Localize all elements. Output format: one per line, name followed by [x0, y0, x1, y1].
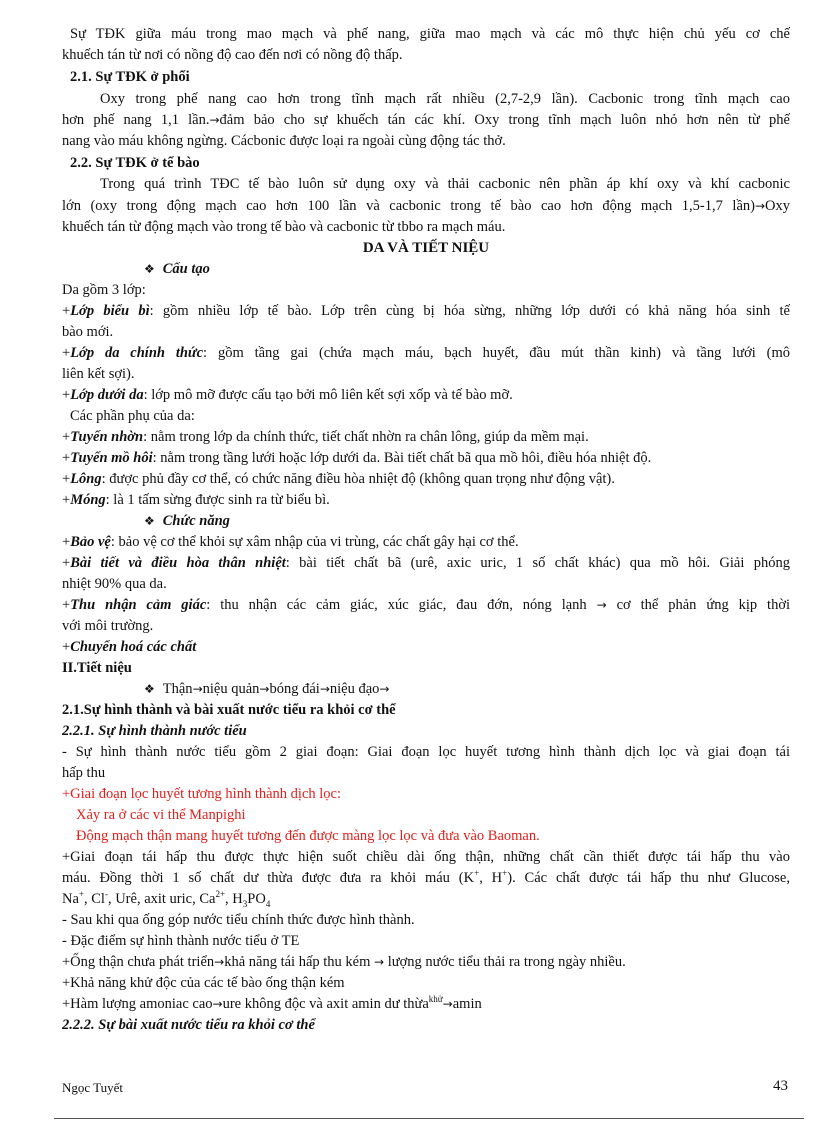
term-label: Chuyển hoá các chất: [70, 639, 197, 655]
text-span: PO: [247, 891, 266, 907]
text-span: khả năng tái hấp thu kém: [224, 954, 371, 970]
paragraph-line: Oxy trong phế nang cao hơn trong tĩnh mạch rất nhiều (2,7-2,9 lần). Cacbonic trong tĩnh mạch cao: [100, 91, 790, 107]
paragraph-line: [62, 343, 790, 364]
subsection-heading: [144, 259, 790, 280]
paragraph-line: [62, 889, 790, 910]
text-span: lớn (oxy trong động mạch cao hơn 100 lần và cacbonic trong tế bào cao hơn động mạch 1,5-1,7 lần): [62, 198, 755, 214]
plus-bullet: +: [62, 429, 71, 445]
plus-bullet: +: [62, 387, 71, 403]
subscript: 3: [242, 898, 248, 909]
paragraph-line: [62, 553, 790, 574]
superscript: -: [104, 889, 108, 900]
text-span: Na: [62, 891, 79, 907]
highlighted-line: Động mạch thận mang huyết tương đến được màng lọc lọc và đưa vào Baoman.: [76, 828, 540, 844]
flow-step: bóng đái: [269, 681, 320, 697]
page-number: 43: [773, 1078, 788, 1094]
paragraph-line: +Khả năng khử độc của các tế bào ống thận kém: [62, 975, 345, 991]
paragraph-line: [62, 427, 790, 448]
text-span: : được phủ đầy cơ thể, có chức năng điều hòa nhiệt độ (không quan trọng như động vật).: [101, 471, 615, 487]
text-span: cơ thể phản ứng kịp thời: [616, 597, 790, 613]
superscript: +: [502, 868, 508, 879]
text-span: , Urê, axit uric, Ca: [107, 891, 216, 907]
chapter-title: DA VÀ TIẾT NIỆU: [362, 240, 490, 256]
plus-bullet: +: [62, 450, 71, 466]
paragraph-line: [62, 490, 790, 511]
paragraph-line: +Giai đoạn tái hấp thu được thực hiện suốt chiều dài ống thận, những chất cần thiết được tái hấp thu vào: [62, 849, 790, 865]
paragraph-line: [62, 994, 790, 1015]
diamond-bullet-icon: ❖: [144, 682, 155, 696]
paragraph-line: nang vào máu không ngừng. Cácbonic được loại ra ngoài cùng động tác thở.: [62, 133, 506, 149]
subsection-heading: 2.2.1. Sự hình thành nước tiểu: [62, 723, 247, 739]
text-span: amin: [452, 996, 482, 1012]
flow-step: Thận: [162, 681, 193, 697]
text-span: Cấu tạo: [162, 261, 210, 277]
term-label: Bảo vệ: [70, 534, 111, 550]
subsection-heading: 2.2.2. Sự bài xuất nước tiểu ra khỏi cơ thể: [62, 1017, 315, 1033]
term-label: Thu nhận cảm giác: [70, 597, 207, 613]
paragraph-line: liên kết sợi).: [62, 366, 135, 382]
text-span: : bảo vệ cơ thể khỏi sự xâm nhập của vi trùng, các chất gây hại cơ thể.: [110, 534, 519, 550]
subscript: 4: [265, 898, 271, 909]
text-span: +Hàm lượng amoniac cao: [62, 996, 213, 1012]
text-span: ). Các chất được tái hấp thu như Glucose,: [507, 870, 790, 886]
text-span: +Ống thận chưa phát triển: [62, 954, 215, 970]
text-span: : là 1 tấm sừng được sinh ra từ biểu bì.: [105, 492, 330, 508]
section-heading: II.Tiết niệu: [62, 660, 132, 676]
arrow-icon: →: [374, 955, 385, 969]
paragraph-line: [62, 448, 790, 469]
superscript: khử: [428, 994, 443, 1005]
paragraph-line: - Sau khi qua ống góp nước tiểu chính thức được hình thành.: [62, 912, 415, 928]
text-span: Oxy: [765, 198, 790, 214]
paragraph-line: khuếch tán từ nơi có nồng độ cao đến nơi có nồng độ thấp.: [62, 47, 403, 63]
paragraph-line: với môi trường.: [62, 618, 154, 634]
paragraph-line: - Đặc điểm sự hình thành nước tiểu ở TE: [62, 933, 300, 949]
paragraph-line: [62, 301, 790, 322]
paragraph-line: [62, 952, 790, 973]
paragraph-line: [62, 868, 790, 889]
plus-bullet: +: [62, 303, 71, 319]
text-span: : lớp mô mỡ được cấu tạo bởi mô liên kết sợi xốp và tế bào mỡ.: [143, 387, 513, 403]
flow-step: niệu quản: [202, 681, 260, 697]
arrow-icon: →: [754, 199, 766, 213]
term-label: Lông: [70, 471, 102, 487]
text-span: ure không độc và axit amin dư thừa: [222, 996, 429, 1012]
plus-bullet: +: [62, 534, 71, 550]
text-span: lượng nước tiểu thải ra trong ngày nhiều.: [387, 954, 626, 970]
paragraph-line: khuếch tán từ động mạch vào trong tế bào và cacbonic từ tbbo ra mạch máu.: [62, 219, 506, 235]
text-span: , H: [225, 891, 243, 907]
highlighted-line: Xảy ra ở các vi thể Manpighi: [76, 807, 246, 823]
text-span: , H: [479, 870, 503, 886]
arrow-icon: →: [259, 682, 270, 696]
plus-bullet: +: [62, 639, 71, 655]
paragraph-line: bào mới.: [62, 324, 114, 340]
text-span: đảm bảo cho sự khuếch tán các khí. Oxy trong tĩnh mạch luôn nhỏ hơn nên từ phế: [219, 112, 790, 128]
plus-bullet: +: [62, 597, 71, 613]
plus-bullet: +: [62, 471, 71, 487]
superscript: +: [474, 868, 480, 879]
arrow-icon: →: [192, 682, 203, 696]
term-label: Móng: [70, 492, 106, 508]
plus-bullet: +: [62, 555, 71, 571]
arrow-icon: →: [442, 997, 453, 1011]
text-span: Chức năng: [162, 513, 230, 529]
paragraph-line: [62, 469, 790, 490]
text-span: : nằm trong tầng lưới hoặc lớp dưới da. Bài tiết chất bã qua mồ hôi, điều hóa nhiệt độ.: [152, 450, 652, 466]
footer-rule: [54, 1118, 804, 1119]
term-label: Tuyến nhờn: [70, 429, 144, 445]
flow-step: niệu đạo: [329, 681, 380, 697]
term-label: Tuyến mồ hôi: [70, 450, 153, 466]
plus-bullet: +: [62, 492, 71, 508]
text-span: : gồm tầng gai (chứa mạch máu, bạch huyết, đầu mút thần kinh) và tầng lưới (mô: [203, 345, 790, 361]
term-label: Bài tiết và điều hòa thân nhiệt: [70, 555, 286, 571]
paragraph-line: [62, 532, 790, 553]
paragraph-line: - Sự hình thành nước tiểu gồm 2 giai đoạn: Giai đoạn lọc huyết tương hình thành dịch lọc và giai đoạn tái: [62, 744, 790, 760]
text-span: : nằm trong lớp da chính thức, tiết chất nhờn ra chân lông, giúp da mềm mại.: [143, 429, 589, 445]
text-span: , Cl: [84, 891, 105, 907]
arrow-icon: →: [209, 113, 220, 127]
paragraph-line: nhiệt 90% qua da.: [62, 576, 167, 592]
superscript: +: [78, 889, 84, 900]
text-span: hơn phế nang 1,1 lần.: [62, 112, 210, 128]
highlighted-line: +Giai đoạn lọc huyết tương hình thành dịch lọc:: [62, 786, 342, 802]
arrow-icon: →: [379, 682, 390, 696]
paragraph-line: hấp thu: [62, 765, 106, 781]
subsection-heading: [144, 511, 790, 532]
paragraph-line: [62, 595, 790, 616]
arrow-icon: →: [214, 955, 225, 969]
paragraph-line: Da gồm 3 lớp:: [62, 282, 146, 298]
text-span: máu. Đồng thời 1 số chất dư thừa được đưa ra khỏi máu (K: [62, 870, 475, 886]
arrow-icon: →: [212, 997, 223, 1011]
arrow-icon: →: [596, 598, 607, 612]
term-label: Lớp da chính thức: [70, 345, 204, 361]
arrow-icon: →: [319, 682, 330, 696]
paragraph-line: [62, 196, 790, 217]
text-span: : thu nhận các cảm giác, xúc giác, đau đớn, nóng lạnh: [206, 597, 587, 613]
section-heading: 2.2. Sự TĐK ở tế bào: [70, 155, 200, 171]
paragraph-line: [62, 385, 790, 406]
paragraph-line: [62, 637, 790, 658]
term-label: Lớp biểu bì: [70, 303, 150, 319]
superscript: 2+: [215, 889, 226, 900]
flow-line: [144, 679, 790, 700]
text-span: : gồm nhiều lớp tế bào. Lớp trên cùng bị hóa sừng, những lớp dưới có khả năng hóa sinh tế: [149, 303, 790, 319]
text-span: : bài tiết chất bã (urê, axic uric, 1 số chất khác) qua mồ hôi. Giải phóng: [285, 555, 790, 571]
paragraph-line: Sự TĐK giữa máu trong mao mạch và phế nang, giữa mao mạch và các mô thực hiện chủ yếu cơ chế: [70, 26, 790, 42]
section-heading: 2.1. Sự TĐK ở phổi: [70, 69, 190, 85]
plus-bullet: +: [62, 345, 71, 361]
section-heading: 2.1.Sự hình thành và bài xuất nước tiểu ra khỏi cơ thể: [62, 702, 396, 718]
footer-author: Ngọc Tuyết: [62, 1080, 124, 1095]
diamond-bullet-icon: ❖: [144, 514, 155, 528]
paragraph-line: [62, 110, 790, 131]
paragraph-line: Các phần phụ của da:: [70, 408, 195, 424]
term-label: Lớp dưới da: [70, 387, 144, 403]
diamond-bullet-icon: ❖: [144, 262, 155, 276]
paragraph-line: Trong quá trình TĐC tế bào luôn sử dụng oxy và thải cacbonic nên phần áp khí oxy và khí cacbonic: [100, 176, 790, 192]
